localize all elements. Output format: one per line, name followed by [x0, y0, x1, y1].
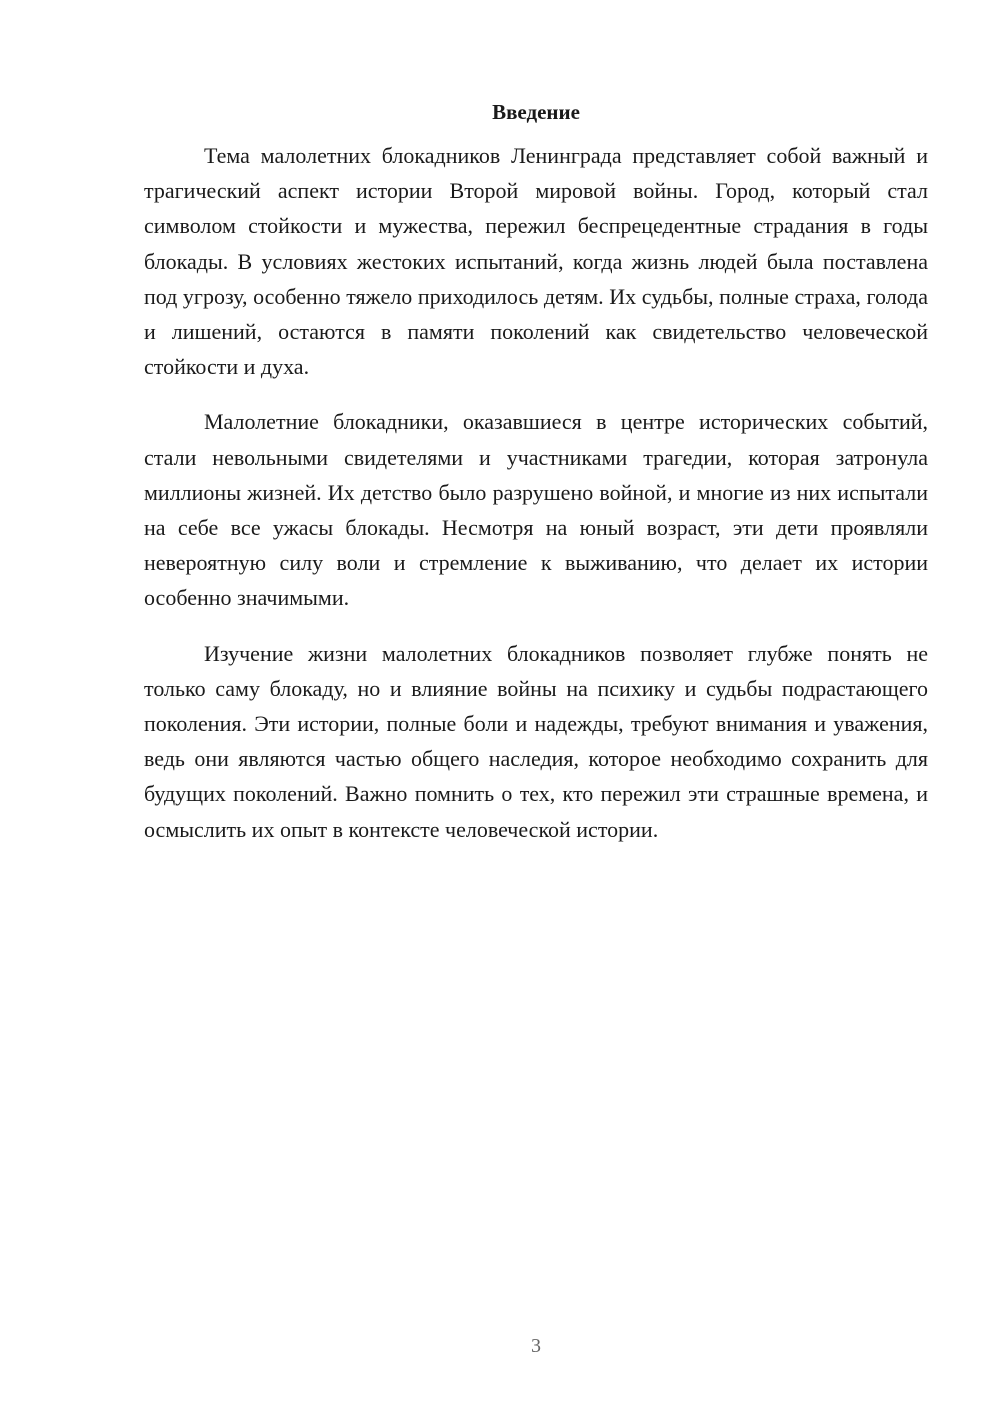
page-number: 3 — [531, 1335, 541, 1357]
section-title: Введение — [492, 100, 580, 124]
paragraph-3: Изучение жизни малолетних блокадников позволяет глубже понять не только саму блокаду, но и влияние войны на психику и судьбы подрастающего поколения. Эти истории, полные боли и надежды, требуют внимания и уважения, ведь они являются частью общего наследия, которое необходимо сохранить для будущих поколений. Важно помнить о тех, кто пережил эти страшные времена, и осмыслить их опыт в контексте человеческой истории. — [144, 640, 928, 842]
paragraph-1: Тема малолетних блокадников Ленинграда представляет собой важный и трагический аспект истории Второй мировой войны. Город, который стал символом стойкости и мужества, пережил беспрецедентные страдания в годы блокады. В условиях жестоких испытаний, когда жизнь людей была поставлена под угрозу, особенно тяжело приходилось детям. Их судьбы, полные страха, голода и лишений, остаются в памяти поколений как свидетельство человеческой стойкости и духа. — [144, 143, 928, 380]
paragraph-2: Малолетние блокадники, оказавшиеся в центре исторических событий, стали невольными свидетелями и участниками трагедии, которая затронула миллионы жизней. Их детство было разрушено войной, и многие из них испытали на себе все ужасы блокады. Несмотря на юный возраст, эти дети проявляли невероятную силу воли и стремление к выживанию, что делает их истории особенно значимыми. — [144, 409, 928, 611]
page-content — [144, 96, 928, 867]
